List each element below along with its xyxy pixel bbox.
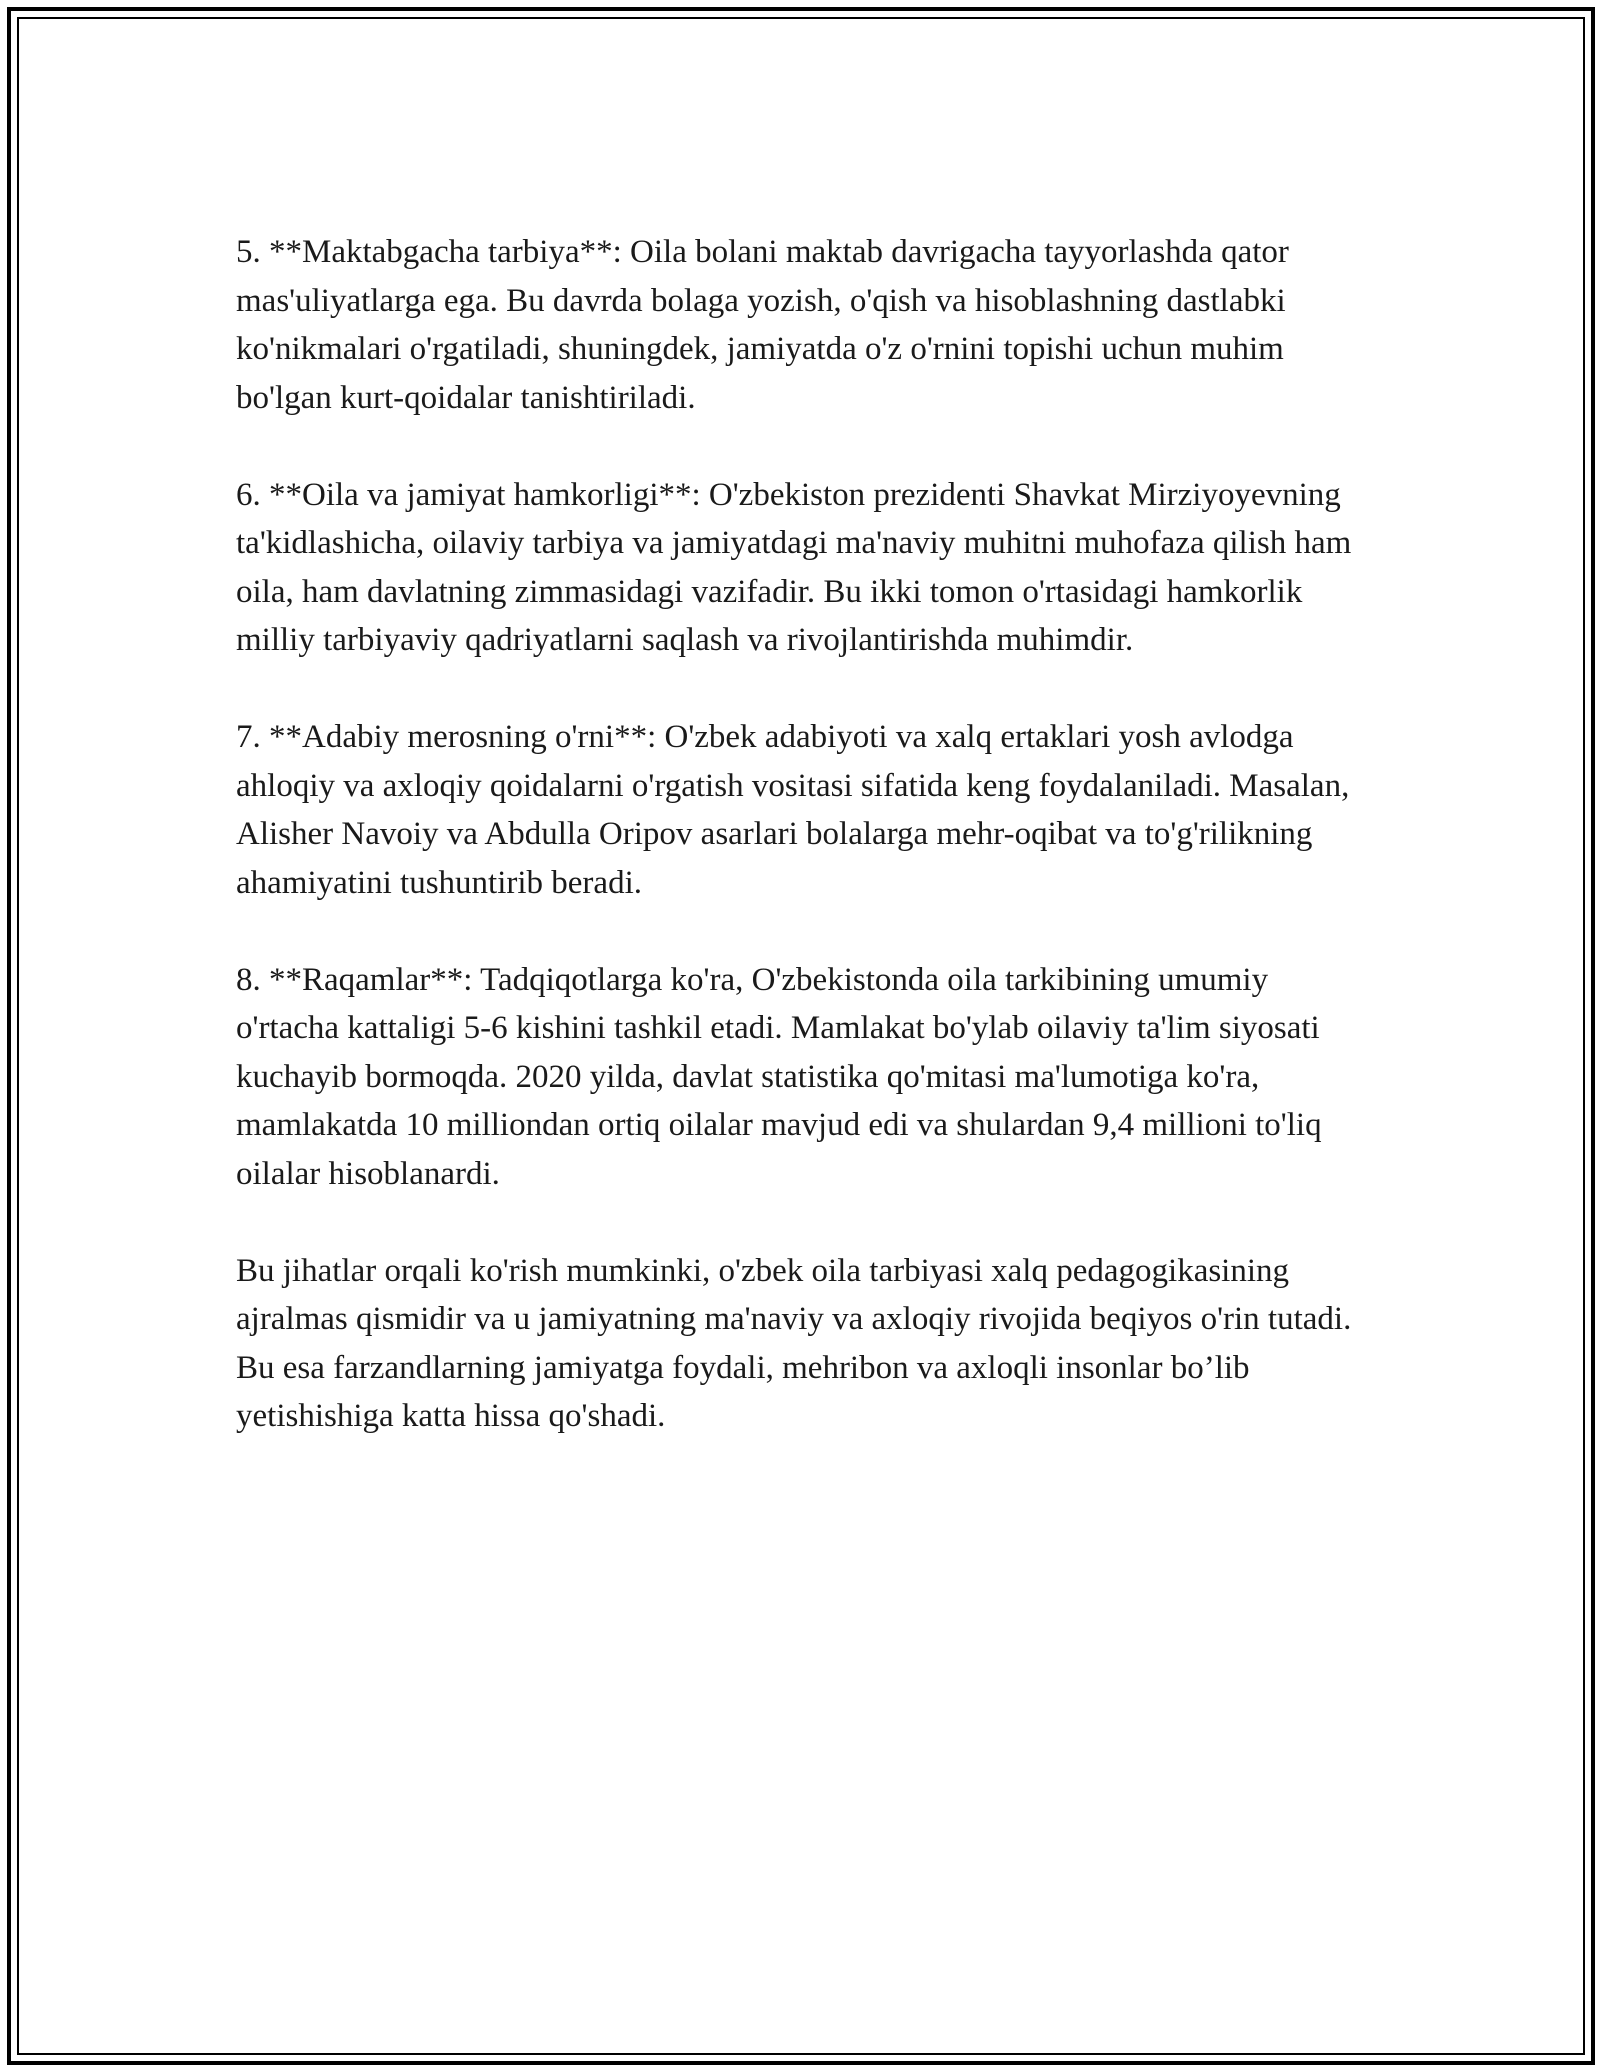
paragraph-raqamlar: 8. **Raqamlar**: Tadqiqotlarga ko'ra, O'zbekistonda oila tarkibining umumiy o'rtacha kattaligi 5-6 kishini tashkil etadi. Mamlakat bo'ylab oilaviy ta'lim siyosati kuchayib bormoqda. 2020 yilda, davlat statistika qo'mitasi ma'lumotiga ko'ra, mamlakatda 10 milliondan ortiq oilalar mavjud edi va shulardan 9,4 millioni to'liq oilalar hisoblanardi. <box>236 961 1322 1192</box>
paragraph-conclusion: Bu jihatlar orqali ko'rish mumkinki, o'zbek oila tarbiyasi xalq pedagogikasining ajralmas qismidir va u jamiyatning ma'naviy va axloqiy rivojida beqiyos o'rin tutadi. Bu esa farzandlarning jamiyatga foydali, mehribon va axloqli insonlar bo’lib yetishishiga katta hissa qo'shadi. <box>236 1252 1352 1434</box>
document-body <box>236 228 1376 1441</box>
paragraph-oila-va-jamiyat-hamkorligi: 6. **Oila va jamiyat hamkorligi**: O'zbekiston prezidenti Shavkat Mirziyoyevning ta'kidlashicha, oilaviy tarbiya va jamiyatdagi ma'naviy muhitni muhofaza qilish ham oila, ham davlatning zimmasidagi vazifadir. Bu ikki tomon o'rtasidagi hamkorlik milliy tarbiyaviy qadriyatlarni saqlash va rivojlantirishda muhimdir. <box>236 476 1352 658</box>
paragraph-maktabgacha-tarbiya: 5. **Maktabgacha tarbiya**: Oila bolani maktab davrigacha tayyorlashda qator mas'uliyatlarga ega. Bu davrda bolaga yozish, o'qish va hisoblashning dastlabki ko'nikmalari o'rgatiladi, shuningdek, jamiyatda o'z o'rnini topishi uchun muhim bo'lgan kurt-qoidalar tanishtiriladi. <box>236 234 1289 416</box>
paragraph-adabiy-merosning-orni: 7. **Adabiy merosning o'rni**: O'zbek adabiyoti va xalq ertaklari yosh avlodga ahloqiy va axloqiy qoidalarni o'rgatish vositasi sifatida keng foydalaniladi. Masalan, Alisher Navoiy va Abdulla Oripov asarlari bolalarga mehr-oqibat va to'g'rilikning ahamiyatini tushuntirib beradi. <box>236 719 1350 901</box>
